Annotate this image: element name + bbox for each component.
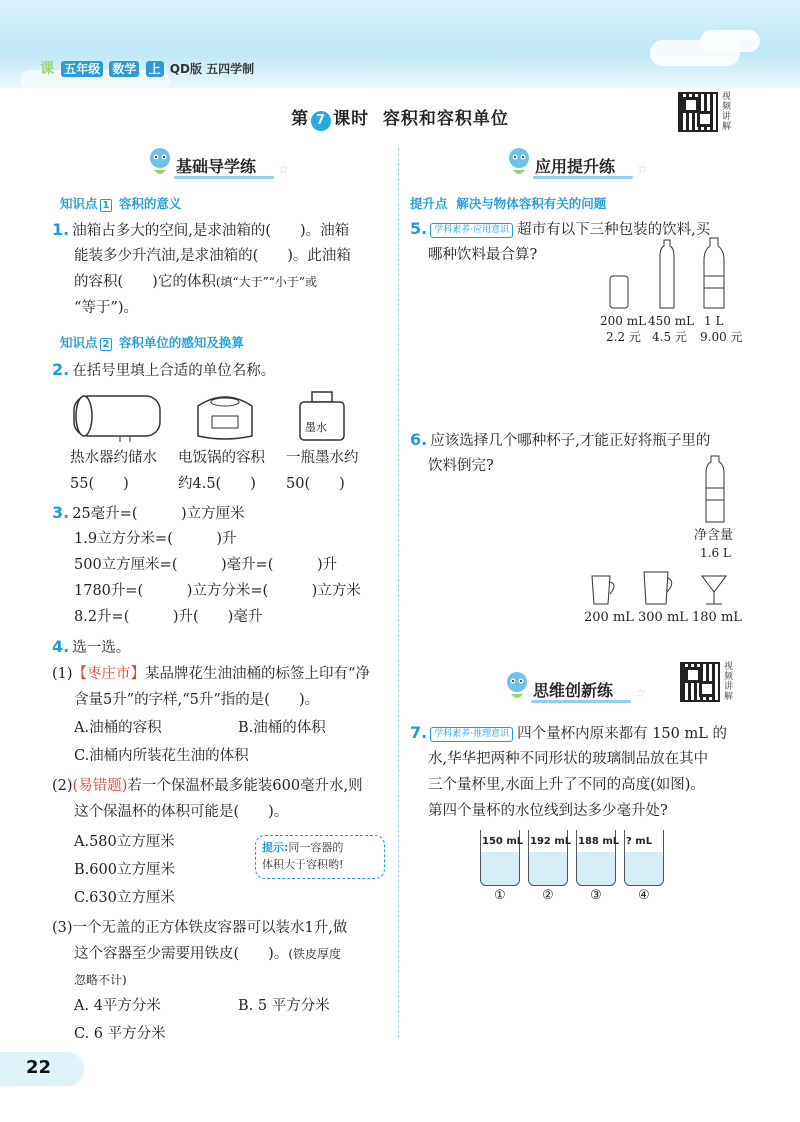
q4-part3-option-a[interactable]: A. 4平方分米 [74,998,161,1014]
qr-label: 视频讲解 [724,662,734,702]
lesson-title: 容积和容积单位 [382,109,509,129]
question-7-line-4: 第四个量杯的水位线到达多少毫升处? [428,803,668,819]
cups-image [588,570,738,608]
ink-bottle-image [296,390,348,444]
beaker-index: ② [542,888,554,903]
question-1-line-3 [74,272,317,292]
kp-text: 解决与物体容积有关的问题 [456,196,607,211]
bottle-volume: 1.6 L [700,546,731,560]
drink-packages-image [604,236,734,312]
q4-part2-option-b[interactable]: B.600立方厘米 [74,862,175,878]
hint-box [255,835,385,879]
q4-part2-option-c[interactable]: C.630立方厘米 [74,890,175,906]
series-edition: QD版 [169,62,202,76]
q4-part3-line-1 [52,918,347,938]
q2-caption-rice-cooker: 电饭锅的容积 [178,450,265,466]
cup-1-volume: 200 mL [584,610,634,625]
beaker-label: 192 mL [530,836,572,847]
page-header [0,0,800,88]
title-suffix: 课时 [333,109,370,129]
kp-label: 知识点 [60,196,98,211]
star-icon: ☆ [637,162,648,176]
question-text: 一个无盖的正方体铁皮容器可以装水1升,做 [72,920,348,936]
question-text: 超市有以下三种包装的饮料,买 [517,222,711,238]
beaker-index: ④ [638,888,650,903]
star-icon: ☆ [278,162,289,176]
question-number: 7. [410,723,428,742]
fill-note: (填“大于”“小于”或 [215,275,318,289]
q2-blank-water-heater: 55( ) [70,476,129,492]
q4-part2-line-2: 这个保温杯的体积可能是( )。 [74,804,289,820]
kp-label: 提升点 [410,196,448,211]
q2-caption-ink: 一瓶墨水约 [286,450,359,466]
q4-part3-option-b[interactable]: B. 5 平方分米 [238,998,330,1014]
cup-2-volume: 300 mL [638,610,688,625]
question-3-line-1 [52,503,245,524]
hint-text: 体积大于容积哟! [262,858,344,871]
q4-part1-option-c[interactable]: C.油桶内所装花生油的体积 [74,748,249,764]
kp-text: 容积单位的感知及换算 [118,335,244,350]
question-2 [52,360,275,381]
kp-label: 知识点 [60,335,98,350]
q4-part1-line-2: 含量5升”的字样,“5升”指的是( )。 [74,692,320,708]
question-1-line-1 [52,220,349,241]
q4-part3-option-c[interactable]: C. 6 平方分米 [74,1026,166,1042]
series-volume: 上 [146,61,164,77]
question-text: 选一选。 [72,640,131,656]
question-text: 25毫升=( )立方厘米 [72,506,245,522]
question-number: 4. [52,637,70,656]
question-text: 在括号里填上合适的单位名称。 [72,363,276,379]
question-6-line-2: 饮料倒完? [428,458,494,474]
cloud-decoration [700,30,760,52]
part-number: (2) [52,778,73,794]
question-text: 某品牌花生油油桶的标签上印有“净 [145,666,370,682]
beaker-label: 150 mL [482,836,524,847]
question-number: 1. [52,220,70,239]
q2-blank-rice-cooker: 约4.5( ) [178,476,256,492]
q4-part2-line-1 [52,776,363,796]
error-prone-tag: (易错题) [72,778,128,794]
section-header-basic [146,152,296,180]
section-title: 基础导学练 [176,157,257,176]
question-text: 若一个保温杯最多能装600毫升水,则 [127,778,363,794]
rice-cooker-image [190,388,260,444]
water-heater-image [70,392,165,444]
beaker-label: ? mL [626,836,653,847]
beaker-label: 188 mL [578,836,620,847]
question-6-line-1 [410,430,710,451]
mascot-icon [146,146,174,178]
q4-part3-line-2 [74,944,341,964]
series-subject: 数学 [109,61,139,77]
drink-2-price: 4.5 元 [652,330,687,344]
cup-3-volume: 180 mL [692,610,742,625]
knowledge-point-2 [60,333,244,351]
mascot-icon [505,146,533,178]
drink-1-volume: 200 mL [600,314,647,328]
q4-part1-line-1 [52,664,370,684]
beaker-index: ③ [590,888,602,903]
kp-number: 2 [100,338,113,351]
column-divider [398,148,399,1038]
part-number: (3) [52,920,73,936]
question-3-line-2: 1.9立方分米=( )升 [74,531,237,547]
page-number: 22 [26,1057,52,1078]
question-3-line-3: 500立方厘米=( )毫升=( )升 [74,557,338,573]
improvement-point [410,194,606,212]
question-text: 四个量杯内原来都有 150 mL 的 [517,726,727,742]
q4-part1-option-b[interactable]: B.油桶的体积 [238,720,326,736]
question-number: 3. [52,503,70,522]
beaker-index: ① [494,888,506,903]
note-text: (铁皮厚度 [288,947,342,961]
section-header-applied [505,152,655,180]
series-logo: 课 [40,61,53,77]
question-text: 应该选择几个哪种杯子,才能正好将瓶子里的 [430,433,711,449]
drink-1-price: 2.2 元 [606,330,641,344]
title-prefix: 第 [291,109,310,129]
question-number: 2. [52,360,70,379]
question-7-line-3: 三个量杯里,水面上升了不同的高度(如图)。 [428,777,705,793]
part-number: (1) [52,666,73,682]
qr-code-icon[interactable] [680,662,720,702]
drink-2-volume: 450 mL [648,314,695,328]
hint-label: 提示: [262,841,289,854]
question-1-line-2: 能装多少升汽油,是求油箱的( )。此油箱 [74,248,351,264]
series-label [40,58,254,78]
drink-3-volume: 1 L [704,314,724,328]
bottle-label: 净含量 [694,528,734,543]
question-5-line-2: 哪种饮料最合算? [428,247,538,263]
section-title: 应用提升练 [535,157,616,176]
bottle-image [700,454,730,524]
question-text: 这个容器至少需要用铁皮( )。 [74,946,289,962]
q2-blank-ink: 50( ) [286,476,345,492]
question-text: 的容积( )它的体积 [74,274,216,290]
kp-number: 1 [100,199,113,212]
question-text: 油箱占多大的空间,是求油箱的( )。油箱 [72,223,350,239]
lesson-number-badge: 7 [311,111,331,131]
ink-bottle-label: 墨水 [305,421,327,434]
knowledge-point-1 [60,194,181,212]
hint-text: 同一容器的 [288,841,344,854]
question-7-line-2: 水,华华把两种不同形状的玻璃制品放在其中 [428,751,709,767]
literacy-tag: 学科素养·推理意识 [430,727,513,742]
question-7-line-1 [410,723,727,744]
question-1-line-4: “等于”)。 [74,300,138,316]
section-header-thinking [503,676,653,704]
q4-part3-line-3: 忽略不计) [74,973,127,987]
q4-part2-option-a[interactable]: A.580立方厘米 [74,834,175,850]
question-3-line-4: 1780升=( )立方分米=( )立方米 [74,583,361,599]
literacy-tag: 学科素养·应用意识 [430,223,513,238]
qr-label: 视频讲解 [722,92,732,132]
page-number-tab [0,1052,84,1086]
section-title: 思维创新练 [533,681,614,700]
question-4 [52,637,130,658]
question-3-line-5: 8.2升=( )升( )毫升 [74,609,263,625]
drink-3-price: 9.00 元 [700,330,743,344]
series-system: 五四学制 [206,62,255,76]
q2-caption-water-heater: 热水器约储水 [70,450,157,466]
question-number: 5. [410,219,428,238]
qr-code-icon[interactable] [678,92,718,132]
q4-part1-option-a[interactable]: A.油桶的容积 [74,720,162,736]
mascot-icon [503,670,531,702]
question-number: 6. [410,430,428,449]
kp-text: 容积的意义 [118,196,182,211]
series-grade: 五年级 [61,61,103,77]
source-tag: 【枣庄市】 [72,666,146,682]
star-icon: ☆ [635,686,646,700]
